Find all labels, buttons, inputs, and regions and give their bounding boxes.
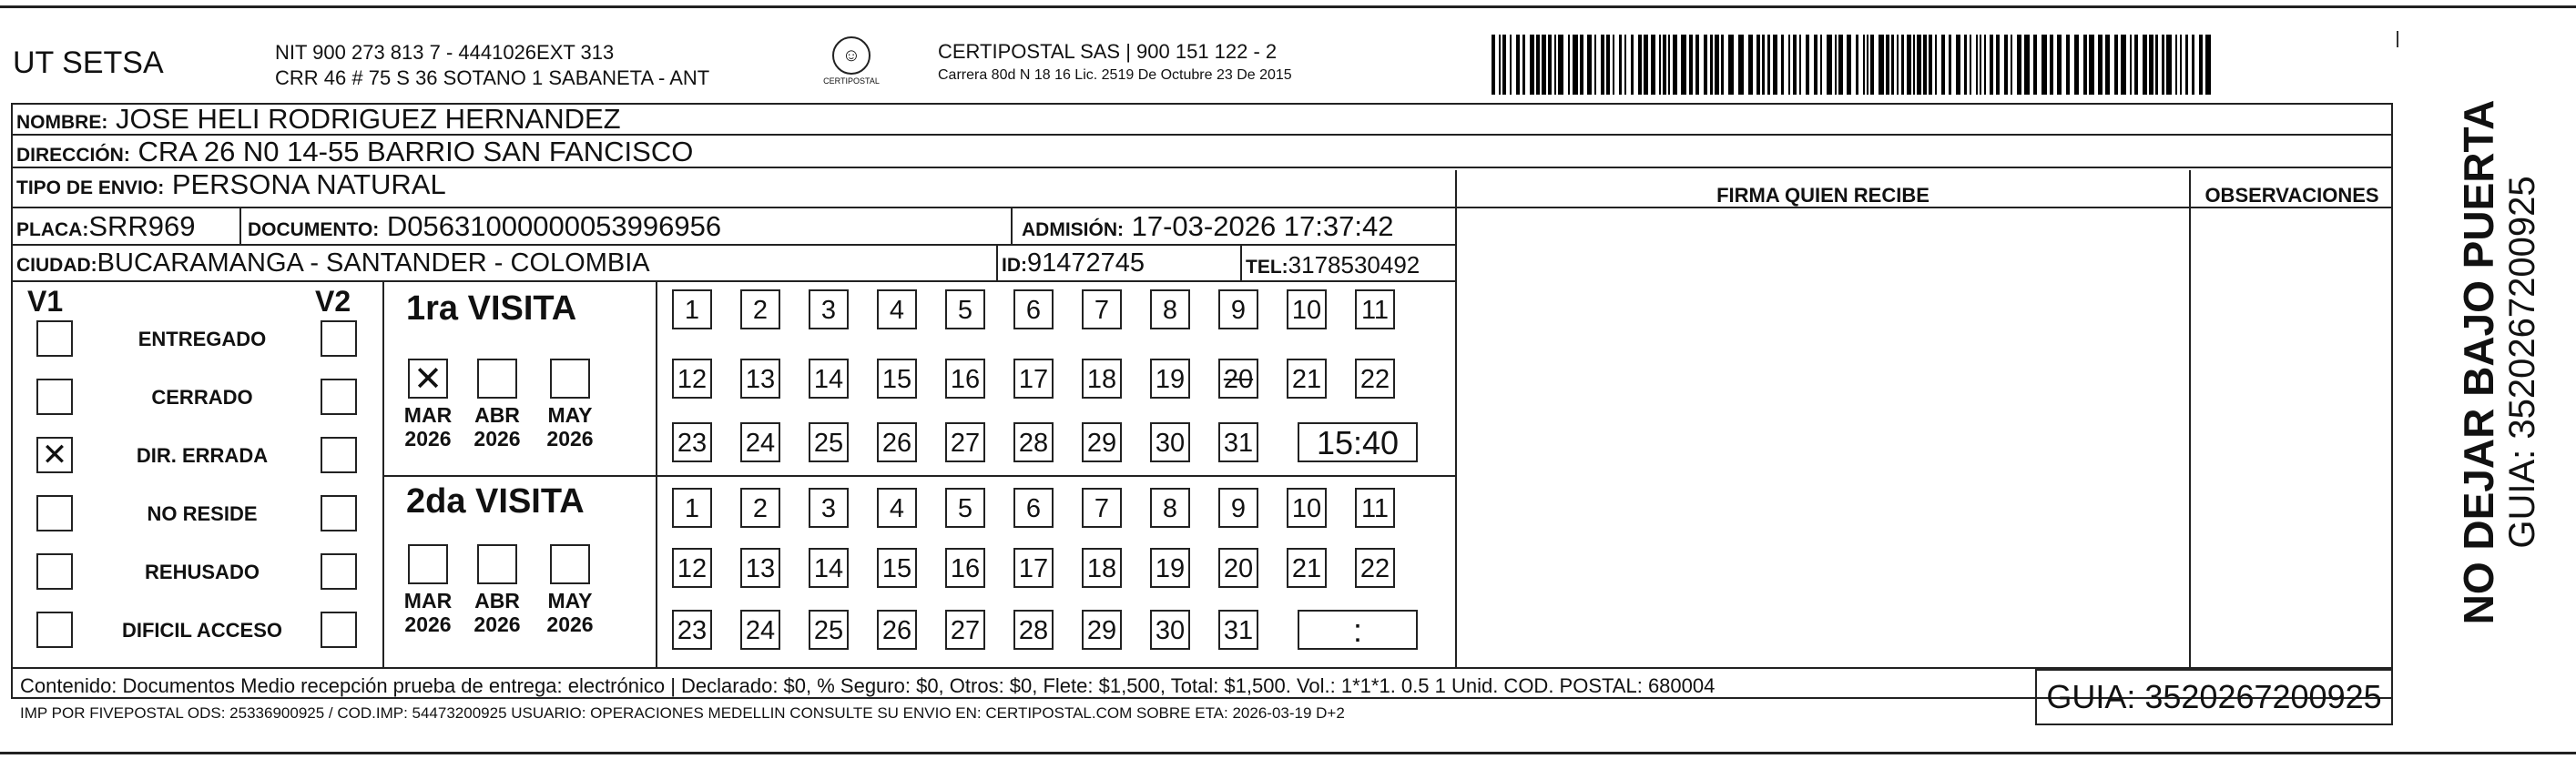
- first-day-box[interactable]: 2: [740, 289, 780, 329]
- barcode-image: [1492, 35, 2220, 95]
- direccion-value: CRA 26 N0 14-55 BARRIO SAN FANCISCO: [137, 136, 694, 167]
- first-day-box[interactable]: 22: [1355, 359, 1395, 399]
- row-nombre: [11, 103, 2393, 136]
- second-year-label: 2026: [404, 612, 452, 636]
- v1-checkbox[interactable]: [36, 612, 73, 648]
- second-day-box[interactable]: 31: [1218, 610, 1258, 650]
- v1-checkbox[interactable]: [36, 495, 73, 531]
- nombre-label: NOMBRE:: [16, 112, 108, 133]
- first-day-box[interactable]: 1: [672, 289, 712, 329]
- second-day-box[interactable]: 15: [877, 548, 917, 588]
- side-guia-text: GUIA: 3520267200925: [2502, 176, 2542, 549]
- second-month-box[interactable]: [477, 544, 517, 584]
- status-label: REHUSADO: [145, 561, 260, 583]
- certipostal-logo: [815, 36, 888, 93]
- company-nit: [275, 40, 709, 91]
- first-year-label: 2026: [404, 427, 452, 450]
- second-day-box[interactable]: 12: [672, 548, 712, 588]
- first-day-box[interactable]: 4: [877, 289, 917, 329]
- first-day-box[interactable]: 3: [809, 289, 849, 329]
- first-month-label: ABR: [474, 403, 520, 427]
- v1-checkbox[interactable]: [36, 320, 73, 357]
- nit-line-1: NIT 900 273 813 7 - 4441026EXT 313: [275, 41, 615, 64]
- company-name: UT SETSA: [13, 46, 164, 80]
- id-label: ID:: [1002, 255, 1027, 276]
- status-label: ENTREGADO: [137, 328, 267, 350]
- second-day-box[interactable]: 19: [1150, 548, 1190, 588]
- placa-label: PLACA:: [16, 219, 89, 240]
- nit-line-2: CRR 46 # 75 S 36 SOTANO 1 SABANETA - ANT: [275, 66, 710, 89]
- divider-placa: [239, 208, 241, 244]
- certipostal-name: CERTIPOSTAL SAS | 900 151 122 - 2: [938, 40, 1278, 63]
- second-day-box[interactable]: 27: [945, 610, 985, 650]
- rule-between-visits: [382, 475, 1455, 477]
- first-day-box[interactable]: 9: [1218, 289, 1258, 329]
- v2-checkbox[interactable]: [321, 437, 357, 473]
- placa-field: [16, 211, 196, 246]
- second-month-label: ABR: [474, 589, 520, 612]
- id-field: [1002, 248, 1145, 281]
- bottom-rule: [0, 752, 2576, 754]
- side-warning: [2455, 100, 2542, 625]
- divider-signature: [1455, 170, 1457, 668]
- second-day-box[interactable]: 30: [1150, 610, 1190, 650]
- second-day-box[interactable]: 28: [1013, 610, 1054, 650]
- first-day-box[interactable]: 8: [1150, 289, 1190, 329]
- v2-checkbox[interactable]: [321, 379, 357, 415]
- first-month-box[interactable]: [550, 359, 590, 399]
- first-day-box[interactable]: 30: [1150, 422, 1190, 462]
- second-day-box[interactable]: 25: [809, 610, 849, 650]
- second-day-box[interactable]: 29: [1082, 610, 1122, 650]
- first-day-box[interactable]: 12: [672, 359, 712, 399]
- second-day-box[interactable]: 9: [1218, 488, 1258, 528]
- certipostal-license: Carrera 80d N 18 16 Lic. 2519 De Octubre 23 De 2015: [938, 67, 1292, 83]
- first-day-box[interactable]: 21: [1287, 359, 1327, 399]
- second-day-box[interactable]: 26: [877, 610, 917, 650]
- v1-checkbox[interactable]: [36, 437, 73, 473]
- first-day-box[interactable]: 26: [877, 422, 917, 462]
- nombre-value: JOSE HELI RODRIGUEZ HERNANDEZ: [115, 103, 621, 135]
- first-month-label: MAY: [547, 403, 593, 427]
- second-month-label: MAY: [547, 589, 593, 612]
- first-day-box[interactable]: 5: [945, 289, 985, 329]
- divider-id: [996, 245, 998, 280]
- v1-checkbox[interactable]: [36, 553, 73, 590]
- second-year-label: 2026: [546, 612, 594, 636]
- logo-mark-icon: ☺: [832, 36, 871, 75]
- first-day-box[interactable]: 14: [809, 359, 849, 399]
- second-day-box[interactable]: 1: [672, 488, 712, 528]
- id-value: 91472745: [1027, 248, 1145, 278]
- status-label: CERRADO: [151, 386, 253, 409]
- second-day-box[interactable]: 8: [1150, 488, 1190, 528]
- first-day-box[interactable]: 17: [1013, 359, 1054, 399]
- first-day-box[interactable]: 25: [809, 422, 849, 462]
- ciudad-value: BUCARAMANGA - SANTANDER - COLOMBIA: [97, 248, 650, 278]
- first-day-box[interactable]: 10: [1287, 289, 1327, 329]
- second-month-label: MAR: [403, 589, 453, 612]
- admision-label: ADMISIÓN:: [1022, 219, 1124, 240]
- second-day-box[interactable]: 5: [945, 488, 985, 528]
- first-month-box[interactable]: [477, 359, 517, 399]
- second-day-box[interactable]: 10: [1287, 488, 1327, 528]
- direccion-label: DIRECCIÓN:: [16, 145, 130, 166]
- first-day-box[interactable]: 11: [1355, 289, 1395, 329]
- first-day-box[interactable]: 6: [1013, 289, 1054, 329]
- first-day-box[interactable]: 20: [1218, 359, 1258, 399]
- ciudad-label: CIUDAD:: [16, 255, 97, 276]
- second-day-box[interactable]: 23: [672, 610, 712, 650]
- first-day-box[interactable]: 15: [877, 359, 917, 399]
- first-day-box[interactable]: 24: [740, 422, 780, 462]
- v2-checkbox[interactable]: [321, 612, 357, 648]
- first-visit-time[interactable]: 15:40: [1298, 422, 1418, 462]
- divider-tel: [1240, 245, 1242, 280]
- tel-label: TEL:: [1246, 257, 1288, 278]
- first-day-box[interactable]: 7: [1082, 289, 1122, 329]
- top-rule: [0, 5, 2576, 8]
- ciudad-field: [16, 248, 650, 281]
- rule-under-tipo: [11, 207, 1455, 208]
- second-day-box[interactable]: 20: [1218, 548, 1258, 588]
- side-warning-text: NO DEJAR BAJO PUERTA: [2455, 99, 2502, 625]
- second-day-box[interactable]: 22: [1355, 548, 1395, 588]
- first-day-box[interactable]: 28: [1013, 422, 1054, 462]
- first-day-box[interactable]: 27: [945, 422, 985, 462]
- first-day-box[interactable]: 31: [1218, 422, 1258, 462]
- second-visit-time[interactable]: :: [1298, 610, 1418, 650]
- second-day-box[interactable]: 11: [1355, 488, 1395, 528]
- second-day-box[interactable]: 17: [1013, 548, 1054, 588]
- v1-checkbox[interactable]: [36, 379, 73, 415]
- second-day-box[interactable]: 24: [740, 610, 780, 650]
- status-label: DIR. ERRADA: [136, 444, 269, 467]
- first-year-label: 2026: [473, 427, 521, 450]
- tel-field: [1246, 249, 1420, 283]
- admision-value: 17-03-2026 17:37:42: [1131, 210, 1394, 242]
- tel-value: 3178530492: [1288, 251, 1420, 278]
- footer-content: Contenido: Documentos Medio recepción prueba de entrega: electrónico | Declarado: $0, % Seguro: $0, Otros: $0, Flete: $1,500, Total: $1,500. Vol.: 1*1*1. 0.5 1 Unid. COD. POSTAL: 680004: [20, 674, 1716, 697]
- check-mark-icon: ✕: [413, 359, 443, 399]
- second-visit-title: 2da VISITA: [406, 482, 585, 521]
- v2-checkbox[interactable]: [321, 553, 357, 590]
- documento-label: DOCUMENTO:: [248, 219, 380, 240]
- admision-field: [1022, 211, 1393, 246]
- second-day-box[interactable]: 4: [877, 488, 917, 528]
- first-year-label: 2026: [546, 427, 594, 450]
- second-day-box[interactable]: 3: [809, 488, 849, 528]
- firma-label: FIRMA QUIEN RECIBE: [1716, 184, 1929, 207]
- second-day-box[interactable]: 14: [809, 548, 849, 588]
- second-day-box[interactable]: 16: [945, 548, 985, 588]
- footer-imp: IMP POR FIVEPOSTAL ODS: 25336900925 / COD.IMP: 54473200925 USUARIO: OPERACIONES MEDELLIN CONSULTE SU ENVIO EN: CERTIPOSTAL.COM SOBRE ETA: 2026-03-19 D+2: [20, 704, 1345, 722]
- first-visit-title: 1ra VISITA: [406, 289, 577, 328]
- tipo-value: PERSONA NATURAL: [171, 168, 446, 200]
- second-day-box[interactable]: 21: [1287, 548, 1327, 588]
- second-day-box[interactable]: 6: [1013, 488, 1054, 528]
- second-day-box[interactable]: 18: [1082, 548, 1122, 588]
- v2-checkbox[interactable]: [321, 495, 357, 531]
- second-day-box[interactable]: 2: [740, 488, 780, 528]
- documento-field: [248, 211, 721, 246]
- second-day-box[interactable]: 13: [740, 548, 780, 588]
- first-month-box[interactable]: [408, 359, 448, 399]
- v1-label: V1: [27, 285, 64, 318]
- first-day-box[interactable]: 23: [672, 422, 712, 462]
- first-day-box[interactable]: 18: [1082, 359, 1122, 399]
- logo-text: CERTIPOSTAL: [823, 76, 880, 86]
- second-year-label: 2026: [473, 612, 521, 636]
- check-mark-icon: ✕: [41, 437, 68, 473]
- second-month-box[interactable]: [408, 544, 448, 584]
- documento-value: D05631000000053996956: [386, 210, 722, 242]
- observaciones-label: OBSERVACIONES: [2204, 184, 2379, 207]
- v2-checkbox[interactable]: [321, 320, 357, 357]
- first-month-label: MAR: [403, 403, 453, 427]
- tipo-label: TIPO DE ENVIO:: [16, 177, 165, 198]
- divider-observaciones: [2189, 170, 2191, 668]
- status-label: NO RESIDE: [147, 502, 258, 525]
- divider-admision: [1011, 208, 1013, 244]
- v2-label: V2: [315, 285, 351, 318]
- status-label: DIFICIL ACCESO: [121, 619, 282, 642]
- first-day-box[interactable]: 16: [945, 359, 985, 399]
- first-day-box[interactable]: 13: [740, 359, 780, 399]
- guia-number: GUIA: 3520267200925: [2035, 669, 2393, 725]
- first-day-box[interactable]: 29: [1082, 422, 1122, 462]
- first-day-box[interactable]: 19: [1150, 359, 1190, 399]
- row-direccion: [11, 136, 2393, 168]
- corner-tick: [2397, 31, 2398, 47]
- placa-value: SRR969: [88, 210, 196, 242]
- second-month-box[interactable]: [550, 544, 590, 584]
- second-day-box[interactable]: 7: [1082, 488, 1122, 528]
